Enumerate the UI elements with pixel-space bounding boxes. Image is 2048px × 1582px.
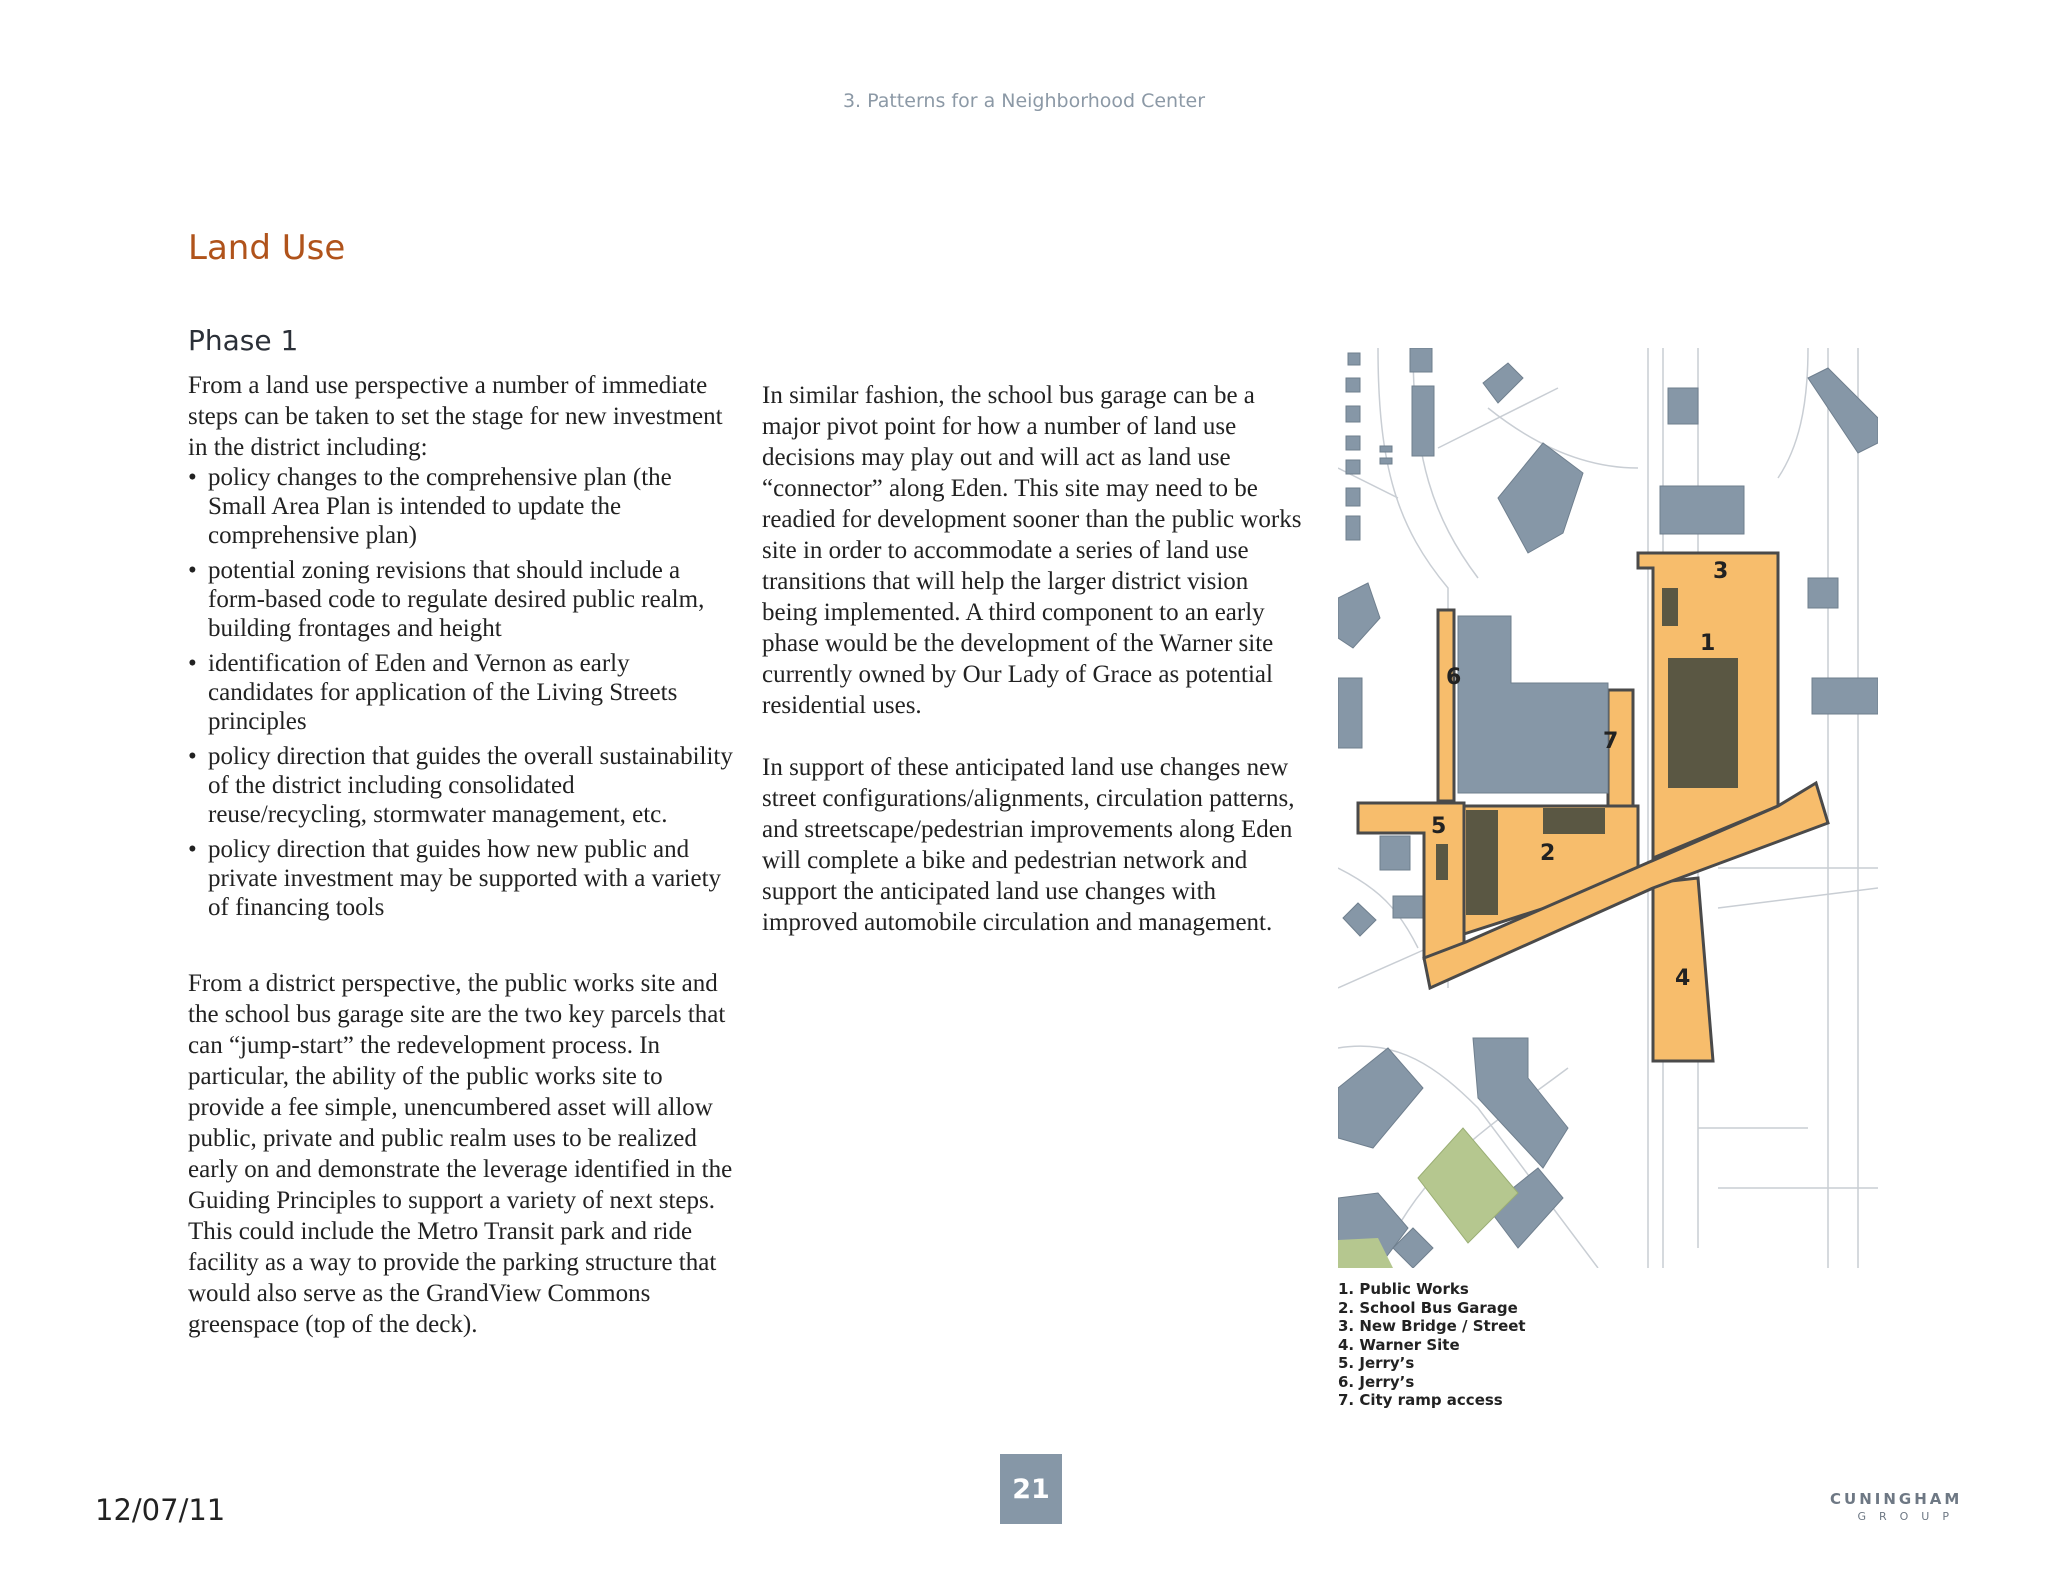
legend-item: 2. School Bus Garage	[1338, 1298, 1518, 1317]
map-label-3: 3	[1713, 559, 1729, 584]
page-title: Land Use	[188, 228, 346, 268]
legend-item: 3. New Bridge / Street	[1338, 1317, 1526, 1335]
document-date: 12/07/11	[95, 1493, 226, 1527]
page-number: 21	[1000, 1454, 1062, 1524]
company-logo	[1830, 1490, 1962, 1523]
left-column	[188, 370, 733, 1340]
bus-garage-paragraph: In similar fashion, the school bus garage can be a major pivot point for how a number of land use decisions may play out and will act as land use “connector” along Eden. This site may need to be readied for development sooner than the public works site in order to accommodate a series of land use transitions that will help the larger district vision being implemented. A third component to an early phase would be the development of the Warner site currently owned by Our Lady of Grace as potential residential uses.	[762, 382, 1302, 719]
page-subtitle: Phase 1	[188, 324, 299, 357]
site-map	[1338, 348, 1878, 1268]
legend-item: 5. Jerry’s	[1338, 1354, 1415, 1372]
list-item: • policy changes to the comprehensive plan (the Small Area Plan is intended to update the comprehensive plan)	[188, 463, 733, 550]
district-paragraph: From a district perspective, the public works site and the school bus garage site are the two key parcels that can “jump-start” the redevelopment process. In particular, the ability of the public works site to provide a fee simple, unencumbered asset will allow public, private and public realm uses to be realized early on and demonstrate the leverage identified in the Guiding Principles to support a variety of next steps. This could include the Metro Transit park and ride facility as a way to provide the parking structure that would also serve as the GrandView Commons greenspace (top of the deck).	[188, 970, 733, 1338]
map-label-1: 1	[1700, 631, 1716, 656]
logo-line-1: CUNINGHAM	[1830, 1490, 1963, 1508]
map-label-5: 5	[1431, 814, 1447, 839]
legend-item: 6. Jerry’s	[1338, 1372, 1415, 1391]
list-item: • policy direction that guides the overall sustainability of the district including consolidated reuse/recycling, stormwater management, etc.	[188, 742, 733, 829]
map-label-4: 4	[1675, 966, 1691, 991]
map-label-6: 6	[1446, 665, 1462, 690]
map-legend	[1338, 1280, 1526, 1410]
legend-item: 7. City ramp access	[1338, 1391, 1503, 1409]
list-item: • identification of Eden and Vernon as early candidates for application of the Living Streets principles	[188, 649, 733, 736]
street-paragraph: In support of these anticipated land use changes new street configurations/alignments, circulation patterns, and streetscape/pedestrian improvements along Eden will complete a bike and pedestrian network and support the anticipated land use changes with improved automobile circulation and management.	[762, 754, 1295, 936]
bullet-list	[188, 463, 733, 922]
map-label-2: 2	[1540, 841, 1556, 866]
list-item: • potential zoning revisions that should include a form-based code to regulate desired public realm, building frontages and height	[188, 556, 733, 643]
legend-item: 1. Public Works	[1338, 1280, 1469, 1298]
logo-line-2: GROUP	[1857, 1510, 1962, 1523]
section-header: 3. Patterns for a Neighborhood Center	[842, 90, 1206, 112]
map-label-7: 7	[1603, 729, 1619, 754]
middle-column	[762, 380, 1307, 938]
legend-item: 4. Warner Site	[1338, 1335, 1460, 1354]
list-item: • policy direction that guides how new public and private investment may be supported with a variety of financing tools	[188, 835, 733, 922]
intro-paragraph: From a land use perspective a number of immediate steps can be taken to set the stage for new investment in the district including:	[188, 372, 723, 461]
